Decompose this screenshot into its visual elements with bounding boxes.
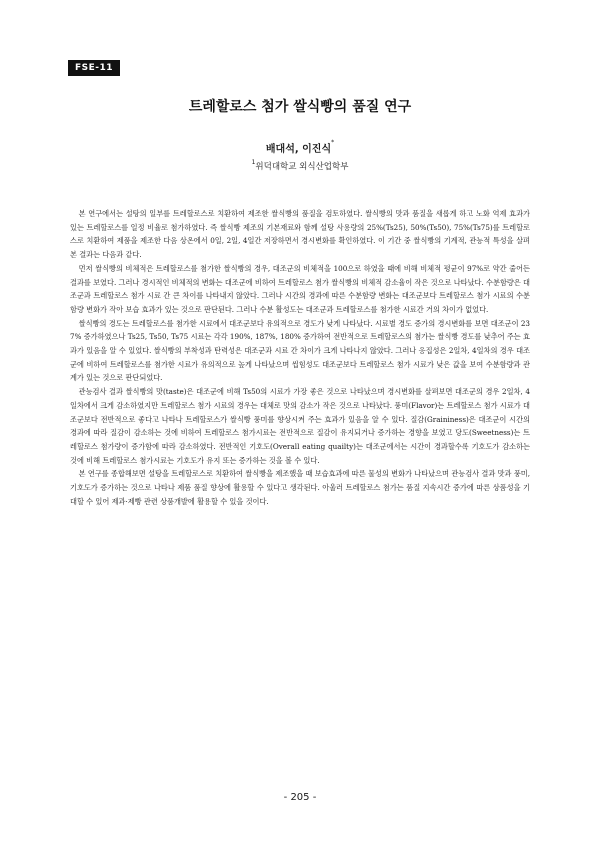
affiliation-text: 위덕대학교 외식산업학부 [255, 162, 349, 172]
session-code-badge: FSE-11 [68, 60, 120, 76]
paragraph: 쌀식빵의 경도는 트레할로스를 첨가한 시료에서 대조군보다 유의적으로 경도가 낮게 나타났다. 시료별 경도 증가의 경시변화를 보면 대조군이 237% 증가하였으나 Ts25, Ts50, Ts75 시료는 각각 190%, 187%, 180% 증가하여 전반적으로 트레할로스의 첨가는 쌀식빵 경도를 낮추어 주는 효과가 있음을 알 수 있었다. 쌀식빵의 부착성과 탄력성은 대조군과 시료 간 차이가 크게 나타나지 않았다. 그러나 응집성은 2일차, 4일차의 경우 대조군에 비하여 트레할로스를 첨가한 시료가 유의적으로 높게 나타났으며 씹힘성도 대조군보다 트레할로스 첨가 시료가 낮은 값을 보여 수분함량과 관계가 있는 것으로 판단되었다. [70, 318, 530, 383]
paragraph: 본 연구에서는 설탕의 일부를 트레할로스로 치환하여 제조한 쌀식빵의 품질을 검토하였다. 쌀식빵의 맛과 품질을 새롭게 하고 노화 억제 효과가 있는 트레할로스를 일정 비율로 첨가하였다. 즉 쌀식빵 제조의 기본재료와 함께 설탕 사용량의 25%(Ts25), 50%(Ts50), 75%(Ts75)를 트레할로스로 치환하여 제품을 제조한 다음 상온에서 0일, 2일, 4일간 저장하면서 경시변화를 확인하였다. 이 기간 중 쌀식빵의 기계적, 관능적 특성을 살펴본 결과는 다음과 같다. [70, 209, 530, 260]
authors [0, 140, 600, 155]
affiliation-mark: 1 [251, 159, 256, 166]
corresponding-author-mark: * [331, 139, 335, 146]
affiliation [0, 160, 600, 172]
paper-title: 트레할로스 첨가 쌀식빵의 품질 연구 [188, 99, 412, 115]
paragraph: 본 연구를 종합해보면 설탕을 트레할로스로 치환하여 쌀식빵을 제조했을 때 보습효과에 따른 물성의 변화가 나타났으며 관능검사 결과 맛과 풍미, 기호도가 증가하는 것으로 나타나 제품 품질 향상에 활용할 수 있다고 생각된다. 아울러 트레할로스 첨가는 품질 지속시간 증가에 따른 상품성을 기대할 수 있어 제과·제빵 관련 상품개발에 활용할 수 있을 것이다. [70, 469, 530, 506]
page-number: - 205 - [283, 792, 317, 803]
paragraph: 관능검사 결과 쌀식빵의 맛(taste)은 대조군에 비해 Ts50의 시료가 가장 좋은 것으로 나타났으며 경시변화를 살펴보면 대조군의 경우 2일차, 4일차에서 크게 감소하였지만 트레할로스 첨가 시료의 경우는 대체로 맛의 감소가 작은 것으로 나타났다. 풍미(Flavor)는 트레할로스 첨가 시료가 대조군보다 전반적으로 좋다고 나타나 트레할로스가 쌀식빵 풍미를 향상시켜 주는 효과가 있음을 알 수 있다. 질감(Graininess)은 대조군이 시간의 경과에 따라 질감이 감소하는 것에 비하여 트레할로스 첨가시료는 전반적으로 질감이 유지되거나 증가하는 경향을 보였고 당도(Sweetness)는 트레할로스 첨가량이 증가함에 따라 감소하였다. 전반적인 기호도(Overall eating quailty)는 대조군에서는 시간이 경과할수록 기호도가 감소하는 것에 비해 트레할로스 첨가시료는 기호도가 유지 또는 증가하는 것을 볼 수 있다. [70, 387, 530, 465]
author-names: 배대석, 이진식 [265, 144, 332, 155]
abstract-body [70, 207, 530, 508]
paragraph: 먼저 쌀식빵의 비체적은 트레할로스를 첨가한 쌀식빵의 경우, 대조군의 비체적을 100으로 하였을 때에 비해 비체적 평균이 97%로 약간 줄어든 결과를 보였다. 그러나 경시적인 비체적의 변화는 대조군에 비하여 트레할로스 첨가 쌀식빵의 비체적 감소율이 작은 것으로 나타났다. 수분함량은 대조군과 트레할로스 첨가 시료 간 큰 차이를 나타내지 않았다. 그러나 시간의 경과에 따른 수분함량 변화는 대조군보다 트레할로스 첨가 시료의 수분함량 변화가 작아 보습 효과가 있는 것으로 판단된다. 그러나 수분 활성도는 대조군과 트레할로스를 첨가한 시료간 거의 차이가 없었다. [70, 263, 531, 314]
